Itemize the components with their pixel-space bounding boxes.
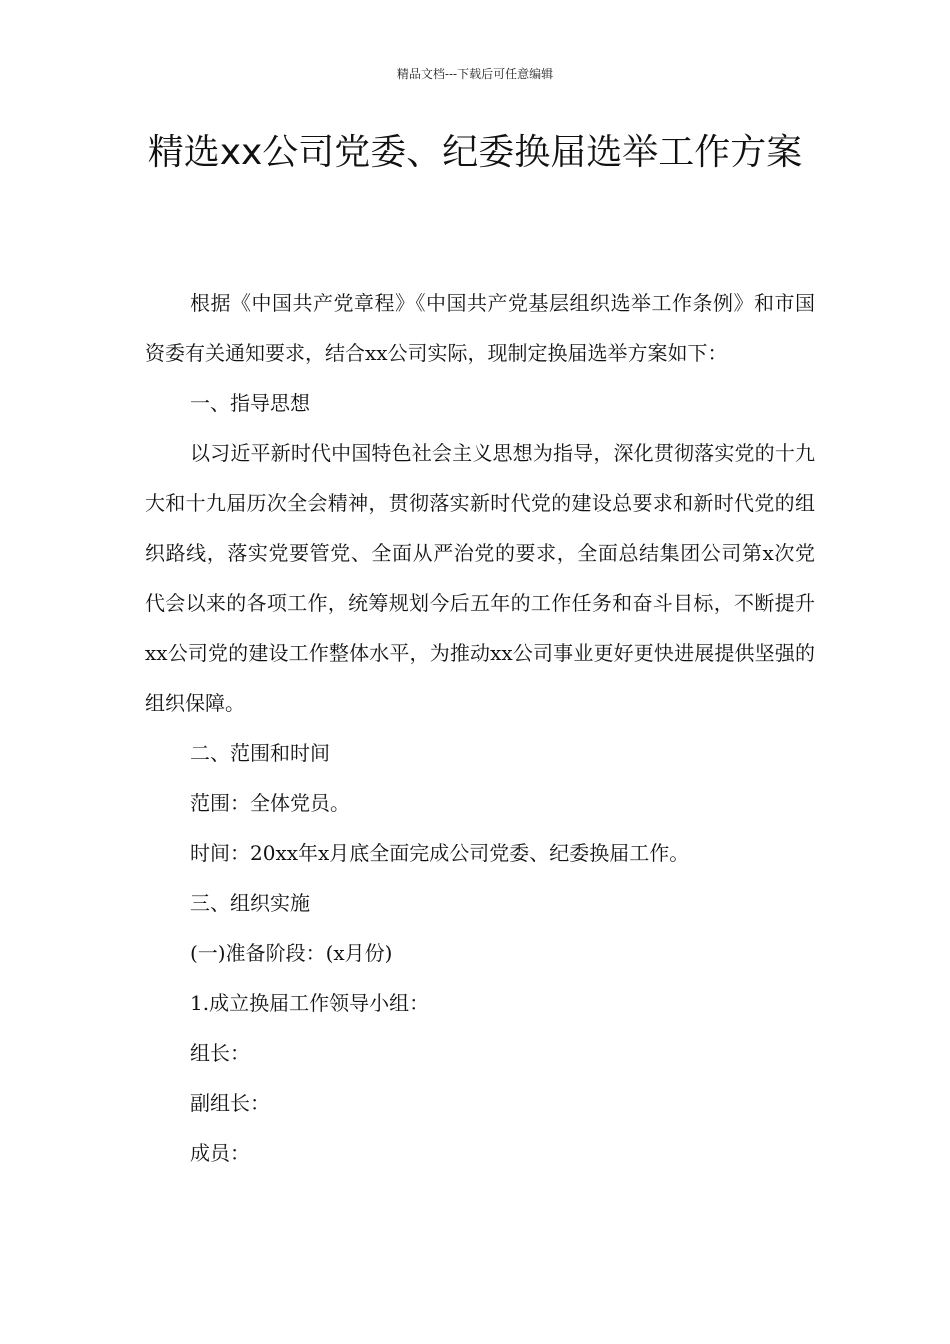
section-heading-implementation: 三、组织实施 [190, 891, 310, 915]
preparation-stage-line: (一)准备阶段：(x月份) [190, 941, 393, 965]
section-heading-scope-time: 二、范围和时间 [190, 741, 330, 765]
leader-line: 组长： [190, 1041, 250, 1065]
scope-line: 范围：全体党员。 [190, 791, 350, 815]
deputy-leader-line: 副组长： [190, 1091, 270, 1115]
header-note: 精品文档---下载后可任意编辑 [396, 67, 554, 81]
members-line: 成员： [190, 1141, 250, 1165]
leading-group-line: 1.成立换届工作领导小组： [190, 991, 430, 1015]
document-title: 精选xx公司党委、纪委换届选举工作方案 [147, 132, 803, 173]
section-heading-guiding-ideology: 一、指导思想 [190, 391, 310, 415]
document-body [145, 278, 815, 1178]
time-line: 时间：20xx年x月底全面完成公司党委、纪委换届工作。 [190, 841, 690, 865]
guiding-ideology-paragraph: 以习近平新时代中国特色社会主义思想为指导，深化贯彻落实党的十九大和十九届历次全会精神，贯彻落实新时代党的建设总要求和新时代党的组织路线，落实党要管党、全面从严治党的要求，全面总结集团公司第x次党代会以来的各项工作，统筹规划今后五年的工作任务和奋斗目标，不断提升xx公司党的建设工作整体水平，为推动xx公司事业更好更快进展提供坚强的组织保障。 [145, 441, 815, 715]
intro-paragraph: 根据《中国共产党章程》《中国共产党基层组织选举工作条例》和市国资委有关通知要求，结合xx公司实际，现制定换届选举方案如下： [145, 291, 815, 365]
